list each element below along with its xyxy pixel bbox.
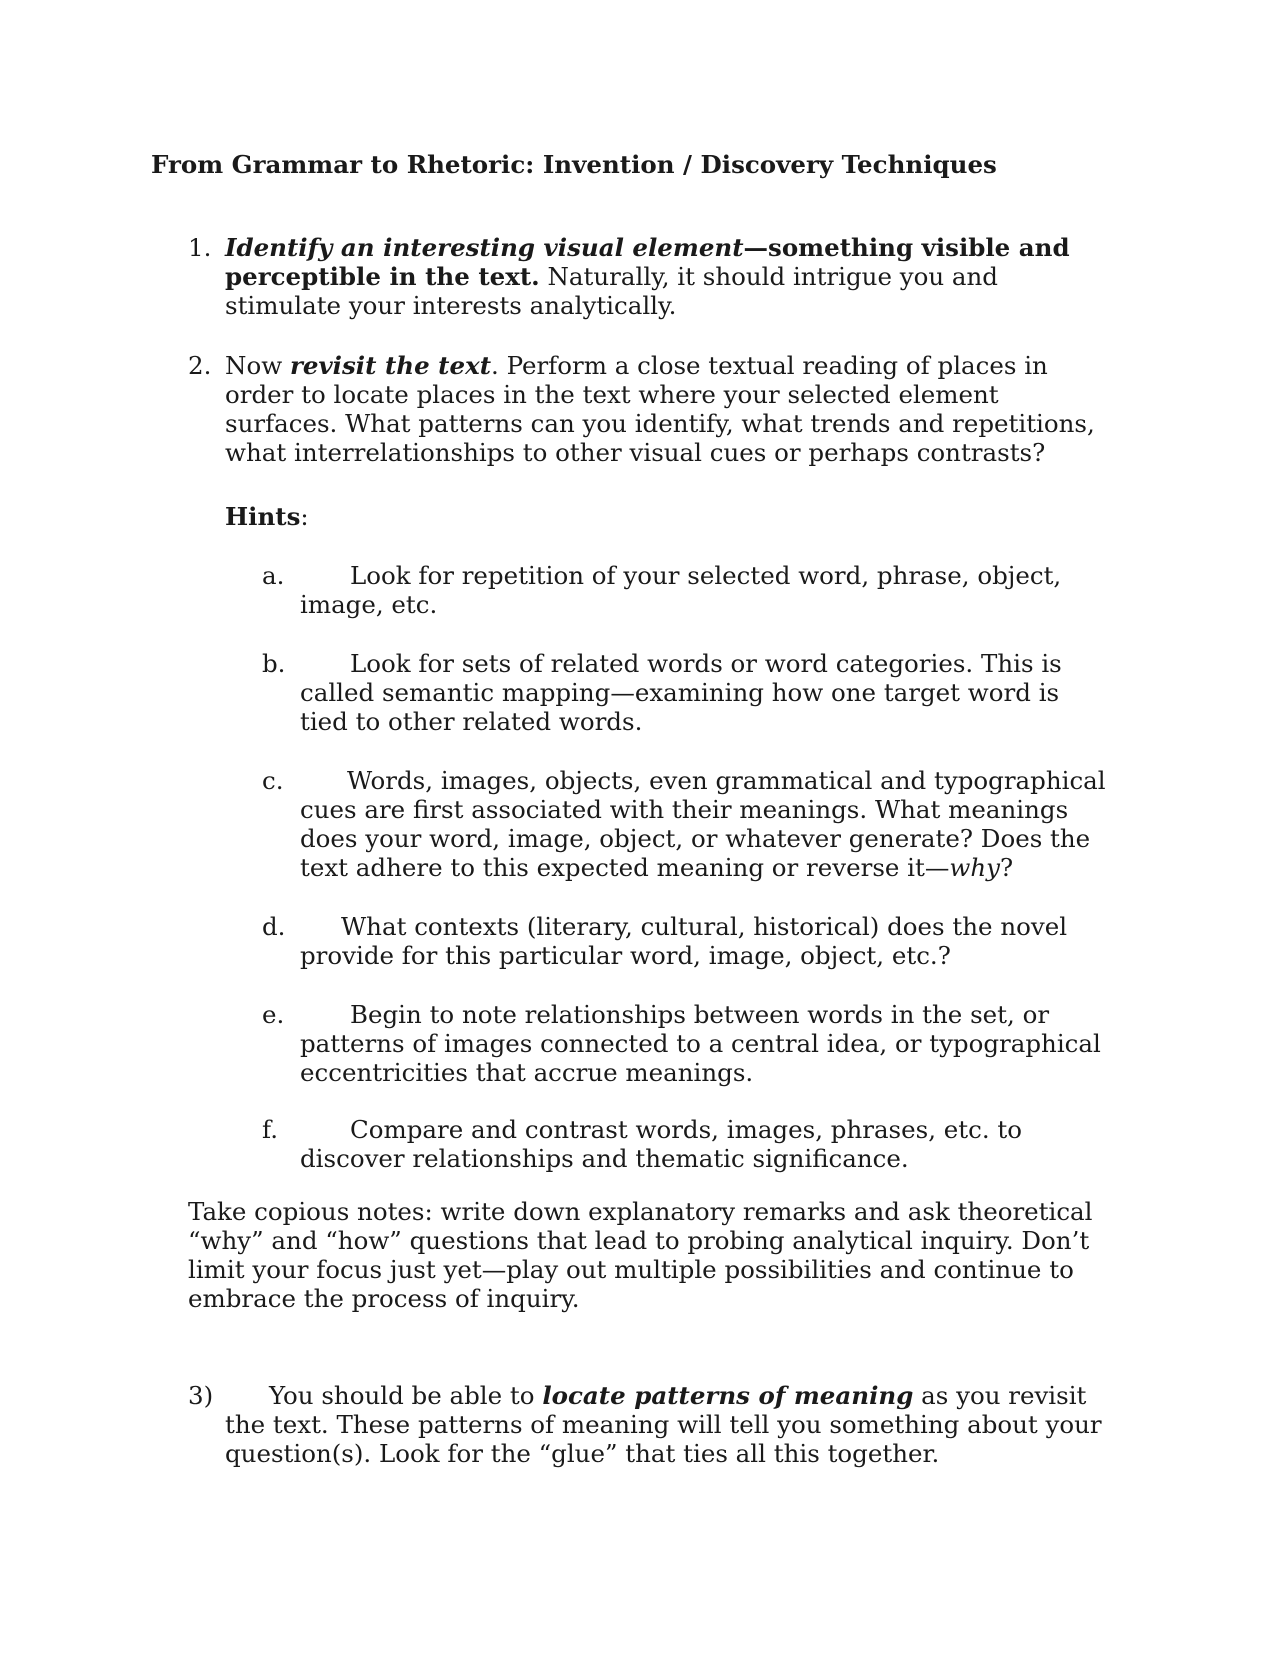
hint-item-d — [262, 912, 1142, 970]
hint-f-line1: Compare and contrast words, images, phrases, etc. to — [350, 1115, 1023, 1144]
hint-b-line1: Look for sets of related words or word categories. This is — [350, 649, 1062, 678]
item-number: 1. — [188, 233, 212, 262]
hint-c-line4-italic: why — [949, 853, 1000, 882]
item3-line3: question(s). Look for the “glue” that ties all this together. — [225, 1439, 940, 1468]
document-title: From Grammar to Rhetoric: Invention / Discovery Techniques — [151, 150, 997, 179]
list-item-2 — [188, 351, 1128, 467]
hint-letter: d. — [262, 912, 286, 941]
item2-line4: what interrelationships to other visual cues or perhaps contrasts? — [225, 438, 1046, 467]
item1-rest-line2: Naturally, it should intrigue you and — [539, 262, 998, 291]
hint-e-line1: Begin to note relationships between words in the set, or — [350, 1000, 1050, 1029]
hints-colon: : — [300, 502, 309, 531]
hint-c-line2: cues are first associated with their meanings. What meanings — [300, 795, 1069, 824]
notes-line2: “why” and “how” questions that lead to probing analytical inquiry. Don’t — [188, 1226, 1090, 1255]
item3-prefix: You should be able to — [269, 1381, 543, 1410]
hint-c-line1: Words, images, objects, even grammatical and typographical — [347, 766, 1106, 795]
item2-emphasis: revisit the text — [289, 351, 492, 380]
item1-line3: stimulate your interests analytically. — [225, 291, 677, 320]
hint-c-line4-prefix: text adhere to this expected meaning or reverse it— — [300, 853, 950, 882]
item2-line3: surfaces. What patterns can you identify, what trends and repetitions, — [225, 409, 1095, 438]
hint-letter: e. — [262, 1000, 285, 1029]
item3-line2: the text. These patterns of meaning will tell you something about your — [225, 1410, 1102, 1439]
hint-a-line2: image, etc. — [300, 590, 438, 619]
list-item-3 — [188, 1381, 1148, 1468]
hint-e-line3: eccentricities that accrue meanings. — [300, 1058, 754, 1087]
hint-item-c — [262, 766, 1142, 882]
item3-rest-line1: as you revisit — [913, 1381, 1087, 1410]
hint-letter: c. — [262, 766, 284, 795]
hint-d-line2: provide for this particular word, image, object, etc.? — [300, 941, 951, 970]
hint-d-line1: What contexts (literary, cultural, historical) does the novel — [341, 912, 1068, 941]
hint-letter: b. — [262, 649, 286, 678]
notes-line4: embrace the process of inquiry. — [188, 1284, 580, 1313]
hint-a-line1: Look for repetition of your selected word, phrase, object, — [350, 561, 1062, 590]
hint-c-line3: does your word, image, object, or whatever generate? Does the — [300, 824, 1091, 853]
hint-b-line2: called semantic mapping—examining how one target word is — [300, 678, 1060, 707]
item2-rest-line1: . Perform a close textual reading of places in — [491, 351, 1048, 380]
hint-item-e — [262, 1000, 1142, 1087]
hint-b-line3: tied to other related words. — [300, 707, 643, 736]
item-number: 3) — [188, 1381, 214, 1410]
list-item-1 — [188, 233, 1128, 320]
item-number: 2. — [188, 351, 212, 380]
hint-item-b — [262, 649, 1142, 736]
hint-f-line2: discover relationships and thematic significance. — [300, 1144, 909, 1173]
hint-item-f — [262, 1115, 1142, 1173]
item1-lead-bold: —something visible and — [743, 233, 1070, 262]
hint-e-line2: patterns of images connected to a central idea, or typographical — [300, 1029, 1101, 1058]
hint-letter: f. — [262, 1115, 278, 1144]
notes-line1: Take copious notes: write down explanatory remarks and ask theoretical — [188, 1197, 1093, 1226]
notes-line3: limit your focus just yet—play out multiple possibilities and continue to — [188, 1255, 1074, 1284]
hints-label — [225, 502, 309, 531]
hints-label-text: Hints — [225, 502, 301, 531]
item3-emphasis: locate patterns of meaning — [542, 1381, 914, 1410]
item2-prefix: Now — [225, 351, 290, 380]
hint-c-line4-suffix: ? — [999, 853, 1014, 882]
item1-lead-emphasis: Identify an interesting visual element — [225, 233, 744, 262]
item2-line2: order to locate places in the text where your selected element — [225, 380, 999, 409]
hint-item-a — [262, 561, 1142, 619]
notes-paragraph — [188, 1197, 1148, 1313]
item1-lead-bold-line2: perceptible in the text. — [225, 262, 540, 291]
hint-letter: a. — [262, 561, 285, 590]
